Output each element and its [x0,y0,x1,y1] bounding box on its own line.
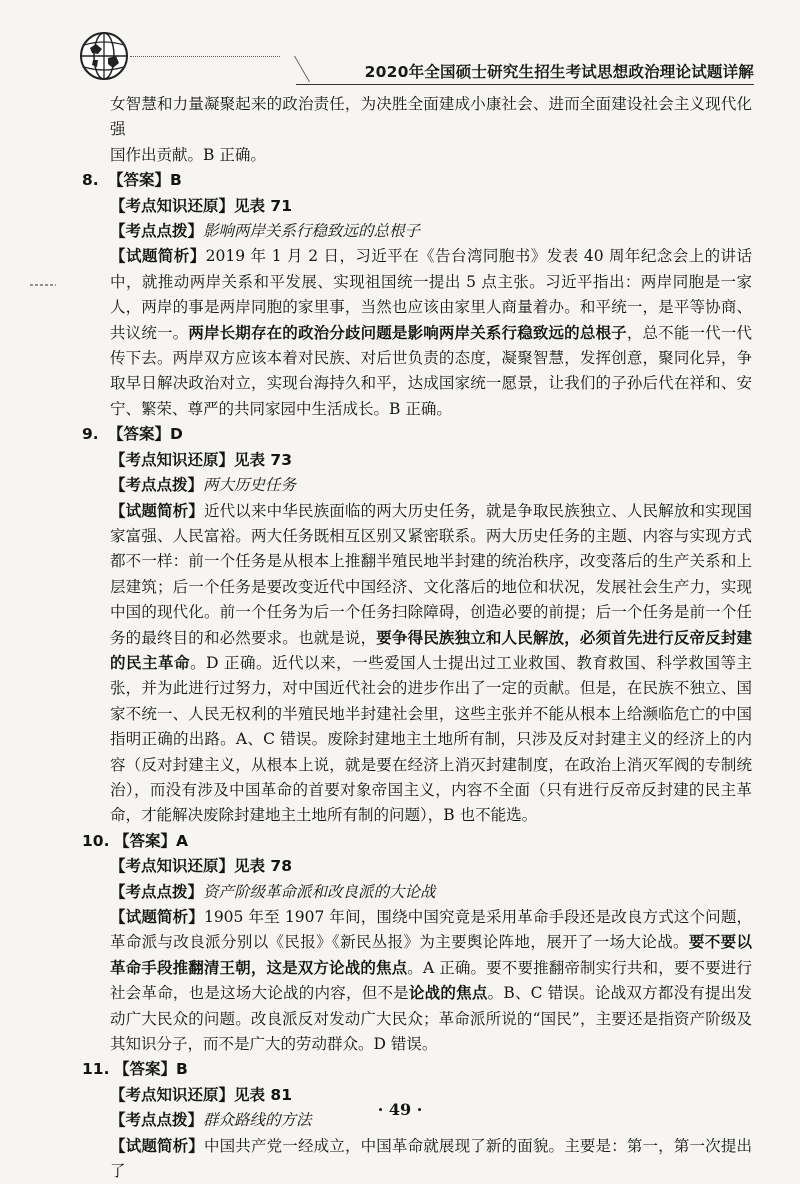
restore-value: 见表 71 [234,196,292,215]
page-header [0,0,800,92]
tip-value: 两大历史任务 [203,476,297,495]
tip-value: 群众路线的方法 [203,1111,312,1130]
analysis-text: 近代以来中华民族面临的两大历史任务，就是争取民族独立、人民解放和实现国家富强、人民富裕。两大任务既相互区别又紧密联系。两大历史任务的主题、内容与实现方式都不一样：前一个任务是从根本上推翻半殖民地半封建的统治秩序，改变落后的生产关系和上层建筑；后一个任务是要改变近代中国经济、文化落后的地位和状况，发展社会生产力，实现中国的现代化。前一个任务为后一个任务扫除障碍，创造必要的前提；后一个任务是前一个任务的最终目的和必然要求。也就是说， [110,501,752,647]
analysis-label: 【试题简析】 [110,908,204,926]
analysis-text: 1905 年至 1907 年间，围绕中国究竟是采用革命手段还是改良方式这个问题，革命派与改良派分别以《民报》《新民丛报》为主要舆论阵地，展开了一场大论战。 [110,908,752,952]
analysis-paragraph [82,244,752,422]
analysis-bold-text: 要争得民族独立和人民解放，必须首先进行反帝反封建的民主革命 [110,628,752,672]
analysis-text: 2019 年 1 月 2 日，习近平在《告台湾同胞书》发表 40 周年纪念会上的讲话中，就推动两岸关系和平发展、实现祖国统一提出 5 点主张。习近平指出：两岸同胞是一家人，两岸的事是两岸同胞的家里事，当然也应该由家里人商量着办。和平统一，是平等协商、共议统一。 [110,247,752,342]
restore-value: 见表 73 [234,450,292,469]
analysis-text: 。A 正确。要不要推翻帝制实行共和，要不要进行社会革命，也是这场大论战的内容，但不是 [110,958,752,1003]
analysis-label: 【试题简析】 [110,247,206,266]
restore-line [82,854,752,879]
header-slant-line [280,56,310,82]
analysis-text: 。D 正确。近代以来，一些爱国人士提出过工业救国、教育救国、科学救国等主张，并为此进行过努力，对中国近代社会的进步作出了一定的贡献。但是，在民族不独立、国家不统一、人民无权利的半殖民地半封建社会里，这些主张并不能从根本上给濒临危亡的中国指明正确的出路。A、C 错误。废除封建地主土地所有制，只涉及反对封建主义的经济上的内容（反对封建主义，从根本上说，就是要在经济上消灭封建制度，在政治上消灭军阀的专制统治），而没有涉及中国革命的首要对象帝国主义，内容不全面（只有进行反帝反封建的民主革命，才能解决废除封建地主土地所有制的问题），B 也不能选。 [110,653,752,825]
tip-label: 【考点点拨】 [110,222,204,241]
tip-label: 【考点点拨】 [110,476,204,495]
page-number: · 49 · [377,1100,423,1119]
question-block [82,168,752,422]
header-title: 2020年全国硕士研究生招生考试思想政治理论试题详解 [364,63,754,81]
answer-value: A [176,831,189,850]
analysis-text: ，总不能一代一代传下去。两岸双方应该本着对民族、对后世负责的态度，凝聚智慧，发挥创意，聚同化异，争取早日解决政治对立，实现台海持久和平，达成国家统一愿景，让我们的子孙后代在祥和、安宁、繁荣、尊严的共同家园中生活成长。B 正确。 [110,323,752,418]
margin-mark-icon [30,282,56,288]
restore-value: 见表 81 [234,1085,292,1104]
page-content [82,92,752,1184]
tip-value: 资产阶级革命派和改良派的大论战 [203,882,436,901]
analysis-paragraph [82,499,752,829]
analysis-label: 【试题简析】 [110,501,204,520]
question-list [82,168,752,1184]
answer-line [82,422,752,447]
tip-line [82,473,752,498]
analysis-label: 【试题简析】 [110,1136,204,1155]
answer-label: 【答案】 [108,425,171,444]
question-block [82,422,752,829]
answer-value: B [176,1060,188,1079]
restore-label: 【考点知识还原】 [110,450,235,469]
globe-logo-icon [78,30,130,82]
question-number: 11. [82,1060,110,1079]
tip-line [82,880,752,905]
restore-label: 【考点知识还原】 [110,857,235,876]
analysis-bold-text: 要不要以革命手段推翻清王朝，这是双方论战的焦点 [110,933,752,977]
tip-value: 影响两岸关系行稳致远的总根子 [203,222,421,241]
analysis-paragraph [82,1134,752,1184]
header-dotted-line [130,56,280,57]
analysis-text: 。B、C 错误。论战双方都没有提出发动广大民众的问题。改良派反对发动广大民众；革命派所说的“国民”，主要还是指资产阶级及其知识分子，而不是广大的劳动群众。D 错误。 [110,984,752,1054]
tip-label: 【考点点拨】 [110,882,204,901]
answer-value: D [170,425,183,444]
analysis-paragraph [82,905,752,1057]
analysis-bold-text: 论战的焦点 [408,984,488,1003]
answer-label: 【答案】 [114,831,177,850]
question-number: 8. [82,171,99,190]
restore-value: 见表 78 [234,857,292,876]
tip-line [82,219,752,244]
answer-line [82,168,752,193]
question-number: 10. [82,831,110,850]
answer-line [82,829,752,854]
intro-line-1: 女智慧和力量凝聚起来的政治责任，为决胜全面建成小康社会、进而全面建设社会主义现代化强 [110,95,752,139]
restore-line [82,448,752,473]
answer-label: 【答案】 [108,171,171,190]
restore-label: 【考点知识还原】 [110,196,235,215]
answer-line [82,1057,752,1082]
intro-line-2: 国作出贡献。B 正确。 [110,145,266,164]
question-block [82,829,752,1058]
header-rule [296,84,754,85]
tip-label: 【考点点拨】 [110,1111,204,1130]
answer-value: B [170,171,182,190]
restore-line [82,194,752,219]
question-block [82,1057,752,1184]
restore-label: 【考点知识还原】 [110,1085,235,1104]
analysis-bold-text: 两岸长期存在的政治分歧问题是影响两岸关系行稳致远的总根子 [188,323,627,342]
analysis-text: 中国共产党一经成立，中国革命就展现了新的面貌。主要是：第一，第一次提出了 [110,1136,752,1181]
question-number: 9. [82,425,99,444]
answer-label: 【答案】 [114,1060,177,1079]
